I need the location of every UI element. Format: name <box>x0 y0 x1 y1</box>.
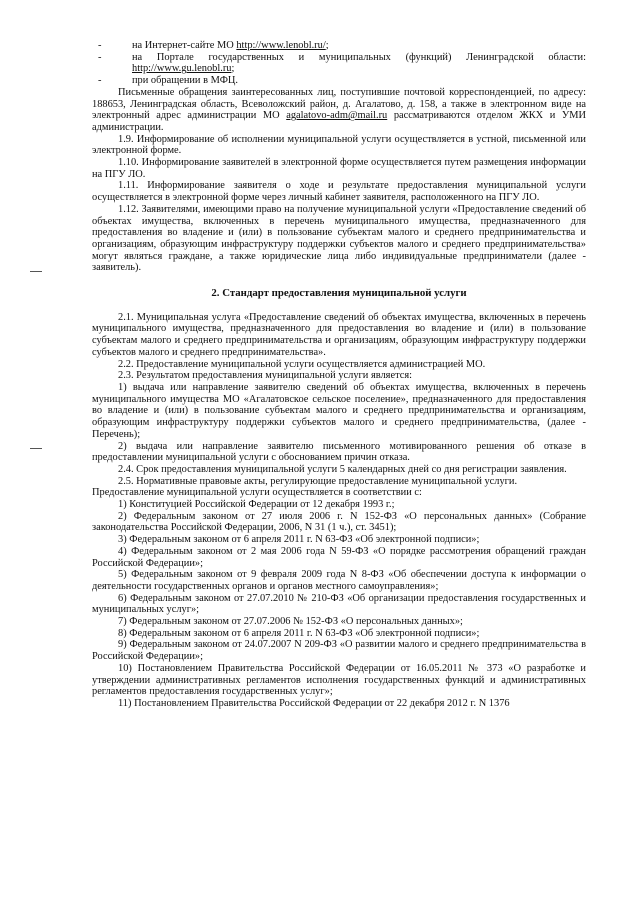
law-item: 7) Федеральным законом от 27.07.2006 № 152-ФЗ «О персональных данных»; <box>118 616 463 628</box>
result-item: 2) выдача или направление заявителю письменного мотивированного решения об отказе в предоставлении муниципальной услуги с обоснованием причин отказа. <box>92 440 586 464</box>
law-item: 10) Постановлением Правительства Российской Федерации от 16.05.2011 № 373 «О разработке и утверждении административных регламентов исполнения государственных функций и административных регламентов предоставления государственных услуг»; <box>92 662 586 698</box>
scan-margin-mark <box>30 271 42 272</box>
law-item: 8) Федеральным законом от 6 апреля 2011 г. N 63-ФЗ «Об электронной подписи»; <box>118 627 480 639</box>
paragraph-2-1: 2.1. Муниципальная услуга «Предоставление сведений об объектах имущества, включенных в перечень муниципального имущества, предназначенного для предоставления во владение и (или) в пользование субъектам малого и среднего предпринимательства и организациям, образующим инфраструктуру поддержки субъектов малого и среднего предпринимательства». <box>92 311 586 358</box>
law-item: 6) Федеральным законом от 27.07.2010 № 210-ФЗ «Об организации предоставления государственных и муниципальных услуг»; <box>92 592 586 616</box>
scan-margin-mark <box>30 448 42 449</box>
written-requests-paragraph: Письменные обращения заинтересованных лиц, поступившие почтовой корреспонденцией, по адресу: 188653, Ленинградская область, Всеволожский район, д. Агалатово, д. 158, а также в электронном виде на электронный адрес администрации МО agalatovo-adm@mail.ru рассматриваются отделом ЖКХ и УМИ администрации. <box>92 86 586 133</box>
website-link[interactable]: http://www.lenobl.ru/ <box>236 40 326 51</box>
info-channel-item: - на Портале государственных и муниципальных (функций) Ленинградской области: http://www.gu.lenobl.ru; <box>98 51 586 75</box>
law-item: 5) Федеральным законом от 9 февраля 2009 года N 8-ФЗ «Об обеспечении доступа к информации о деятельности государственных органов и органов местного самоуправления»; <box>92 569 586 592</box>
paragraph-1-12: 1.12. Заявителями, имеющими право на получение муниципальной услуги «Предоставление сведений об объектах имущества, включенных в перечень муниципального имущества, предназначенного для предоставления во владение и (или) в пользование субъектам малого и среднего предпринимательства и организациям, образующим инфраструктуру поддержки субъектов малого и среднего предпринимательства» могут являться граждане, а также юридические лица либо индивидуальные предприниматели (далее - заявитель). <box>92 203 586 274</box>
paragraph-2-2: 2.2. Предоставление муниципальной услуги осуществляется администрацией МО. <box>118 358 486 370</box>
paragraph-2-4: 2.4. Срок предоставления муниципальной услуги 5 календарных дней со дня регистрации заявления. <box>118 463 567 475</box>
paragraph-2-5-intro: Предоставление муниципальной услуги осуществляется в соответствии с: <box>92 487 422 499</box>
law-item: 11) Постановлением Правительства Российской Федерации от 22 декабря 2012 г. N 1376 <box>118 697 510 709</box>
law-item: 4) Федеральным законом от 2 мая 2006 года N 59-ФЗ «О порядке рассмотрения обращений граждан Российской Федерации»; <box>92 545 586 569</box>
result-item: 1) выдача или направление заявителю сведений об объектах имущества, включенных в перечень муниципального имущества МО «Агалатовское сельское поселение», предназначенного для предоставления во владение и (или) в пользование субъектам малого и среднего предпринимательства и организациям, образующим инфраструктуру поддержки субъектов малого и среднего предпринимательства, (далее - Перечень); <box>92 381 586 440</box>
law-item: 1) Конституцией Российской Федерации от 12 декабря 1993 г.; <box>118 499 395 511</box>
email-link[interactable]: agalatovo-adm@mail.ru <box>286 110 388 122</box>
paragraph-1-9: 1.9. Информирование об исполнении муниципальной услуги осуществляется в устной, письменной или электронной форме. <box>92 133 586 157</box>
info-channel-item: - при обращении в МФЦ. <box>98 75 239 87</box>
law-item: 2) Федеральным законом от 27 июля 2006 г. N 152-ФЗ «О персональных данных» (Собрание законодательства Российской Федерации, 2006, N 31 (1 ч.), ст. 3451); <box>92 510 586 534</box>
portal-link[interactable]: http://www.gu.lenobl.ru <box>132 63 232 75</box>
law-item: 9) Федеральным законом от 24.07.2007 N 209-ФЗ «О развитии малого и среднего предпринимательства в Российской Федерации»; <box>92 639 586 663</box>
info-channel-item: - на Интернет-сайте МО http://www.lenobl.ru/; <box>98 40 329 51</box>
paragraph-2-3: 2.3. Результатом предоставления муниципальной услуги является: <box>118 370 413 382</box>
paragraph-1-11: 1.11. Информирование заявителя о ходе и результате предоставления муниципальной услуги осуществляется в электронной форме через личный кабинет заявителя, расположенного на ПГУ ЛО. <box>92 180 586 204</box>
law-item: 3) Федеральным законом от 6 апреля 2011 г. N 63-ФЗ «Об электронной подписи»; <box>118 534 480 546</box>
paragraph-1-10: 1.10. Информирование заявителей в электронной форме осуществляется путем размещения информации на ПГУ ЛО. <box>92 157 586 180</box>
paragraph-2-5: 2.5. Нормативные правовые акты, регулирующие предоставление муниципальной услуги. <box>118 475 518 487</box>
section-heading: 2. Стандарт предоставления муниципальной услуги <box>211 287 467 300</box>
